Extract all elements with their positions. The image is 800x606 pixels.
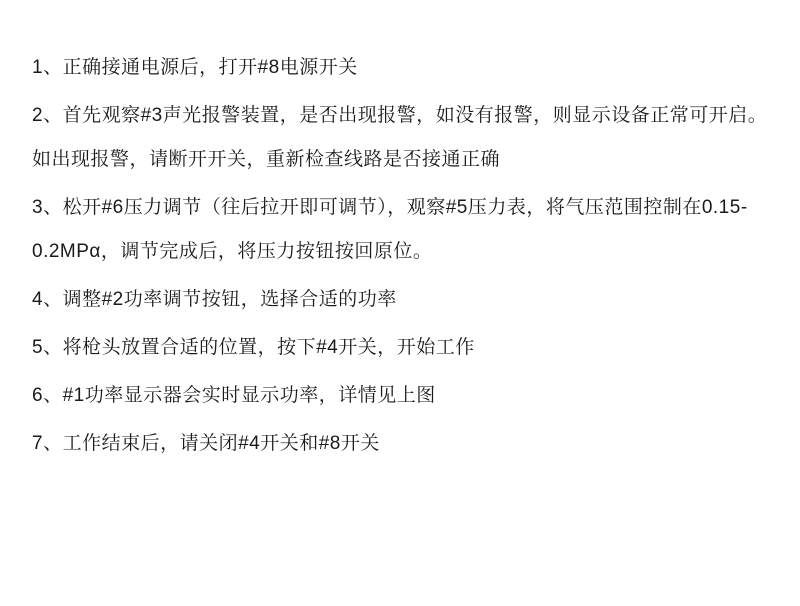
instruction-step: 1、正确接通电源后，打开#8电源开关 <box>32 57 358 78</box>
instruction-step: 4、调整#2功率调节按钮，选择合适的功率 <box>32 289 397 310</box>
instruction-step: 6、#1功率显示器会实时显示功率，详情见上图 <box>32 385 436 406</box>
instruction-step: 7、工作结束后，请关闭#4开关和#8开关 <box>32 433 380 454</box>
instruction-list <box>32 46 776 466</box>
instruction-step: 3、松开#6压力调节（往后拉开即可调节），观察#5压力表，将气压范围控制在0.15-0.2MPα，调节完成后，将压力按钮按回原位。 <box>32 197 748 262</box>
instruction-step: 5、将枪头放置合适的位置，按下#4开关，开始工作 <box>32 337 475 358</box>
instruction-step: 2、首先观察#3声光报警装置，是否出现报警，如没有报警，则显示设备正常可开启。如出现报警，请断开开关，重新检查线路是否接通正确 <box>32 105 768 170</box>
